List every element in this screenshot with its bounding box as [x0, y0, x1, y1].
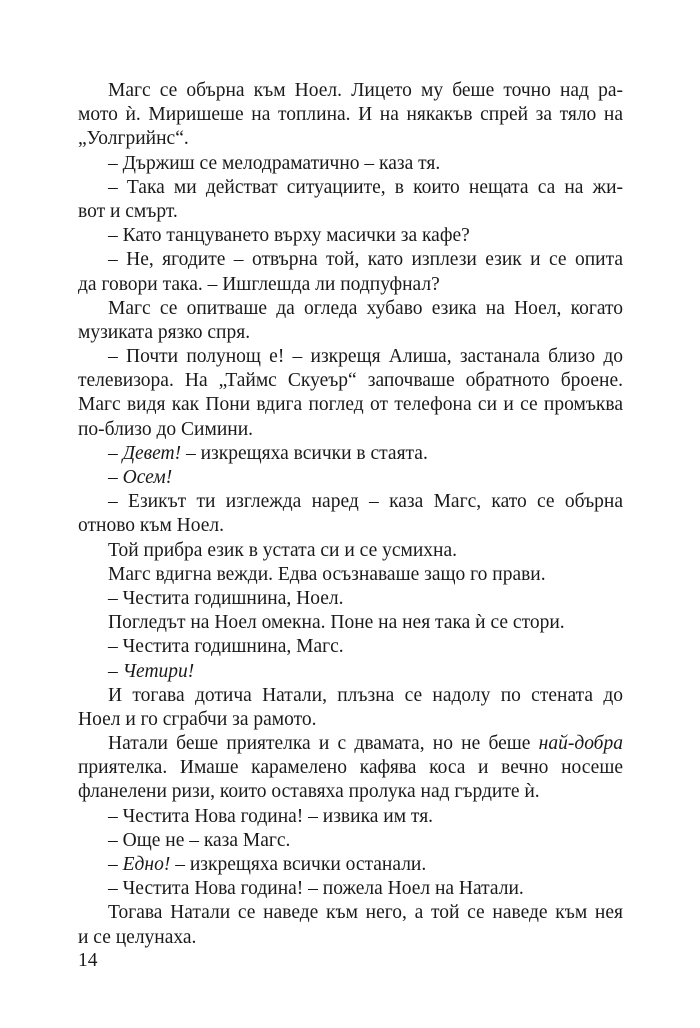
italic-text: най-добра: [538, 733, 623, 755]
text-line: Ноел и го сграбчи за рамото.: [78, 708, 317, 730]
text-line: Магс видя как Пони вдига поглед от телефона си и се промъква: [78, 394, 623, 416]
text-run: – изкрещяха всички останали.: [170, 854, 427, 875]
text-line: – Честита годишнина, Ноел.: [108, 587, 344, 609]
text-line: – Честита годишнина, Магс.: [108, 636, 344, 658]
text-line: отново към Ноел.: [78, 515, 225, 537]
text-line: вот и смърт.: [78, 200, 178, 222]
italic-text: – Девет!: [108, 442, 182, 464]
text-line: И тогава дотича Натали, плъзна се надолу по стената до: [108, 684, 623, 706]
italic-text: – Едно!: [108, 854, 171, 875]
text-line: [78, 466, 623, 490]
text-line: – Не, ягодите – отвърна той, като изплези език и се опита: [108, 249, 623, 271]
italic-text: – Четири!: [108, 660, 195, 682]
text-line: Магс вдигна вежди. Едва осъзнаваше защо го прави.: [108, 563, 546, 585]
text-line: „Уолгрийнс“.: [78, 128, 189, 150]
text-line: – Честита Нова година! – извика им тя.: [108, 805, 434, 827]
text-line: – Още не – каза Магс.: [108, 829, 291, 851]
text-line: Тогава Натали се наведе към него, а той се наведе към нея: [108, 902, 623, 924]
text-line: – Езикът ти изглежда наред – каза Магс, като се обърна: [108, 491, 623, 513]
text-line: [78, 660, 623, 684]
text-line: мото ѝ. Миришеше на топлина. И на някакъв спрей за тяло на: [78, 104, 623, 126]
text-line: музиката рязко спря.: [78, 321, 251, 343]
page-body-text: [78, 79, 623, 950]
page-number: 14: [78, 950, 98, 971]
text-line: – Така ми действат ситуациите, в които нещата са на жи-: [108, 176, 623, 198]
text-line: телевизора. На „Таймс Скуеър“ започваше обратното броене.: [78, 370, 623, 392]
text-run: – изкрещяха всички в стаята.: [181, 442, 428, 464]
text-line: – Държиш се мелодраматично – каза тя.: [108, 152, 441, 174]
text-line: по-близо до Симини.: [78, 418, 254, 440]
text-line: Погледът на Ноел омекна. Поне на нея така ѝ се стори.: [108, 612, 565, 634]
text-run: Натали беше приятелка и с двамата, но не беше: [108, 733, 539, 755]
text-line: приятелка. Имаше карамелено кафява коса и вечно носеше: [78, 757, 623, 779]
text-line: – Честита Нова година! – пожела Ноел на Натали.: [108, 878, 524, 900]
italic-text: – Осем!: [108, 467, 173, 488]
text-line: Магс се опитваше да огледа хубаво езика на Ноел, когато: [108, 297, 623, 319]
text-line: фланелени ризи, които оставяха пролука над гърдите ѝ.: [78, 781, 540, 803]
text-line: Магс се обърна към Ноел. Лицето му беше точно над ра-: [108, 80, 623, 101]
text-line: – Почти полунощ е! – изкрещя Алиша, застанала близо до: [108, 346, 623, 368]
text-line: и се целунаха.: [78, 926, 197, 948]
text-line: [78, 732, 623, 756]
text-line: да говори така. – Ишглешда ли подпуфнал?: [78, 273, 440, 295]
text-line: – Като танцуването върху масички за кафе?: [108, 225, 470, 247]
text-line: Той прибра език в устата си и се усмихна.: [108, 539, 457, 561]
text-line: [78, 442, 623, 466]
text-line: [78, 853, 623, 877]
